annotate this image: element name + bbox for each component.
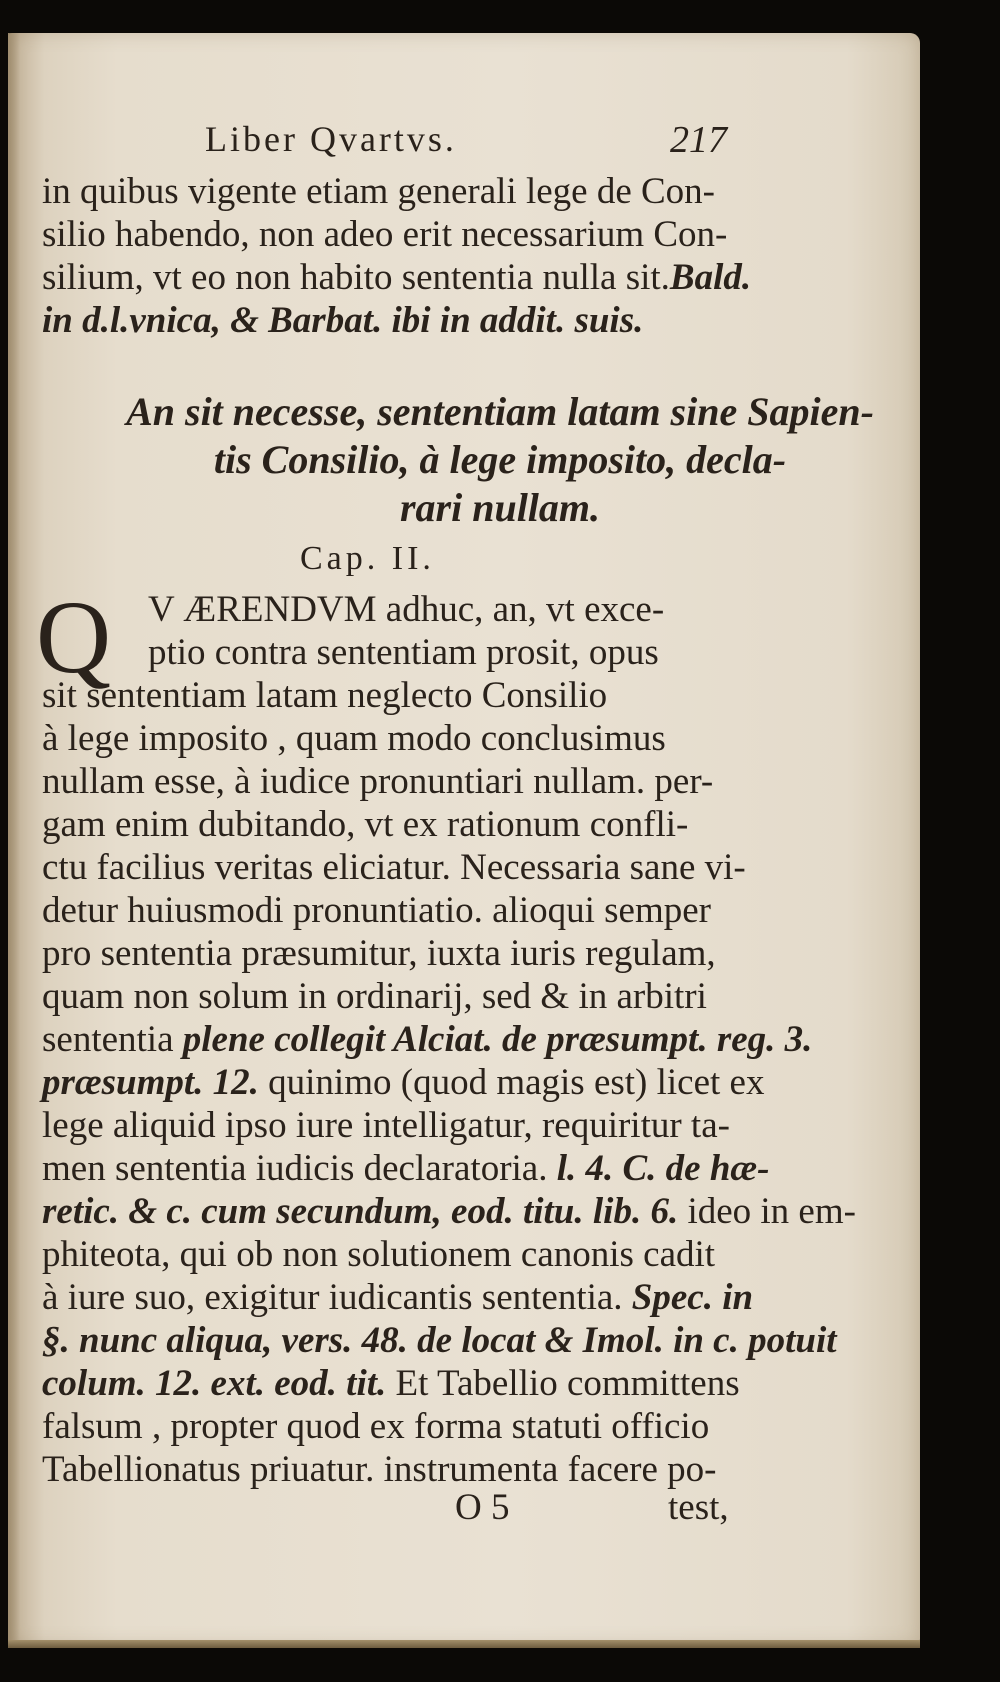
- text-line: [42, 1147, 769, 1190]
- line-text: sententia: [42, 1019, 183, 1060]
- page-bottom-edge: [8, 1640, 920, 1648]
- catchword: test,: [668, 1487, 729, 1528]
- text-line: [148, 631, 659, 674]
- line-text: gam enim dubitando, vt ex rationum confli-: [42, 804, 689, 845]
- line-text: à lege imposito , quam modo conclusimus: [42, 718, 666, 759]
- text-line: [42, 889, 711, 932]
- line-text: detur huiusmodi pronuntiatio. alioqui semper: [42, 890, 711, 931]
- text-line: [42, 846, 746, 889]
- citation: plene collegit Alciat. de præsumpt. reg. 3.: [182, 1019, 813, 1060]
- text-line: [42, 213, 727, 256]
- heading-line: tis Consilio, à lege imposito, decla-: [213, 437, 787, 482]
- text-line: [42, 717, 666, 760]
- page-number: 217: [670, 119, 727, 161]
- page-gutter: [8, 33, 20, 1645]
- text-line: [42, 170, 715, 213]
- text-line: [42, 932, 716, 975]
- text-line: [42, 1405, 709, 1448]
- heading-line: An sit necesse, sententiam latam sine Sapien-: [126, 389, 874, 434]
- citation: l. 4. C. de hæ-: [556, 1148, 770, 1189]
- text-line: [42, 299, 643, 342]
- text-line: [42, 1061, 764, 1104]
- line-text: falsum , propter quod ex forma statuti officio: [42, 1406, 710, 1447]
- text-line: [42, 975, 707, 1018]
- heading-line: rari nullam.: [399, 485, 601, 530]
- text-line: [42, 1276, 753, 1319]
- signature-mark: O 5: [455, 1487, 510, 1528]
- citation: Bald.: [669, 257, 752, 298]
- text-line: [42, 1319, 837, 1362]
- citation: præsumpt. 12.: [42, 1062, 259, 1103]
- text-line: [42, 1190, 856, 1233]
- text-line: [42, 674, 607, 717]
- line-text: ptio contra sententiam prosit, opus: [148, 632, 659, 673]
- text-line: [42, 1104, 730, 1147]
- chapter-number: Cap. II.: [300, 540, 435, 577]
- text-line: [42, 1362, 740, 1405]
- text-line: [42, 256, 751, 299]
- line-text: lege aliquid ipso iure intelligatur, requiritur ta-: [42, 1105, 730, 1146]
- line-text: pro sententia præsumitur, iuxta iuris regulam,: [42, 933, 716, 974]
- citation: in d.l.vnica, & Barbat. ibi in addit. suis.: [42, 300, 644, 341]
- line-text: ideo in em-: [678, 1191, 856, 1232]
- line-text: à iure suo, exigitur iudicantis sententia.: [42, 1277, 632, 1318]
- line-text: men sententia iudicis declaratoria.: [42, 1148, 557, 1189]
- line-text: ctu facilius veritas eliciatur. Necessaria sane vi-: [42, 847, 746, 888]
- text-line: [42, 1018, 812, 1061]
- line-text: quam non solum in ordinarij, sed & in arbitri: [42, 976, 707, 1017]
- citation: Spec. in: [631, 1277, 754, 1318]
- page-header: [0, 118, 1000, 168]
- line-text: quinimo (quod magis est) licet ex: [258, 1062, 765, 1103]
- citation: retic. & c. cum secundum, eod. titu. lib. 6.: [42, 1191, 679, 1232]
- line-text: Tabellionatus priuatur. instrumenta facere po-: [42, 1449, 717, 1490]
- citation: §. nunc aliqua, vers. 48. de locat & Imol. in c. potuit: [42, 1320, 837, 1361]
- line-text: phiteota, qui ob non solutionem canonis cadit: [42, 1234, 716, 1275]
- text-line: [42, 1233, 715, 1276]
- citation: colum. 12. ext. eod. tit.: [42, 1363, 387, 1404]
- text-line: [42, 760, 713, 803]
- drop-cap-initial: Q: [36, 580, 112, 695]
- text-line: [42, 803, 688, 846]
- line-text: silium, vt eo non habito sententia nulla sit.: [42, 257, 670, 298]
- line-text: silio habendo, non adeo erit necessarium Con-: [42, 214, 728, 255]
- text-line: [42, 1448, 716, 1491]
- line-text: in quibus vigente etiam generali lege de Con-: [42, 171, 715, 212]
- line-text: Et Tabellio committens: [386, 1363, 740, 1404]
- line-text: V ÆRENDVM adhuc, an, vt exce-: [148, 589, 665, 630]
- text-line: [148, 588, 664, 631]
- line-text: nullam esse, à iudice pronuntiari nullam. per-: [42, 761, 714, 802]
- running-head: Liber Qvartvs.: [205, 119, 457, 159]
- line-text: sit sententiam latam neglecto Consilio: [42, 675, 608, 716]
